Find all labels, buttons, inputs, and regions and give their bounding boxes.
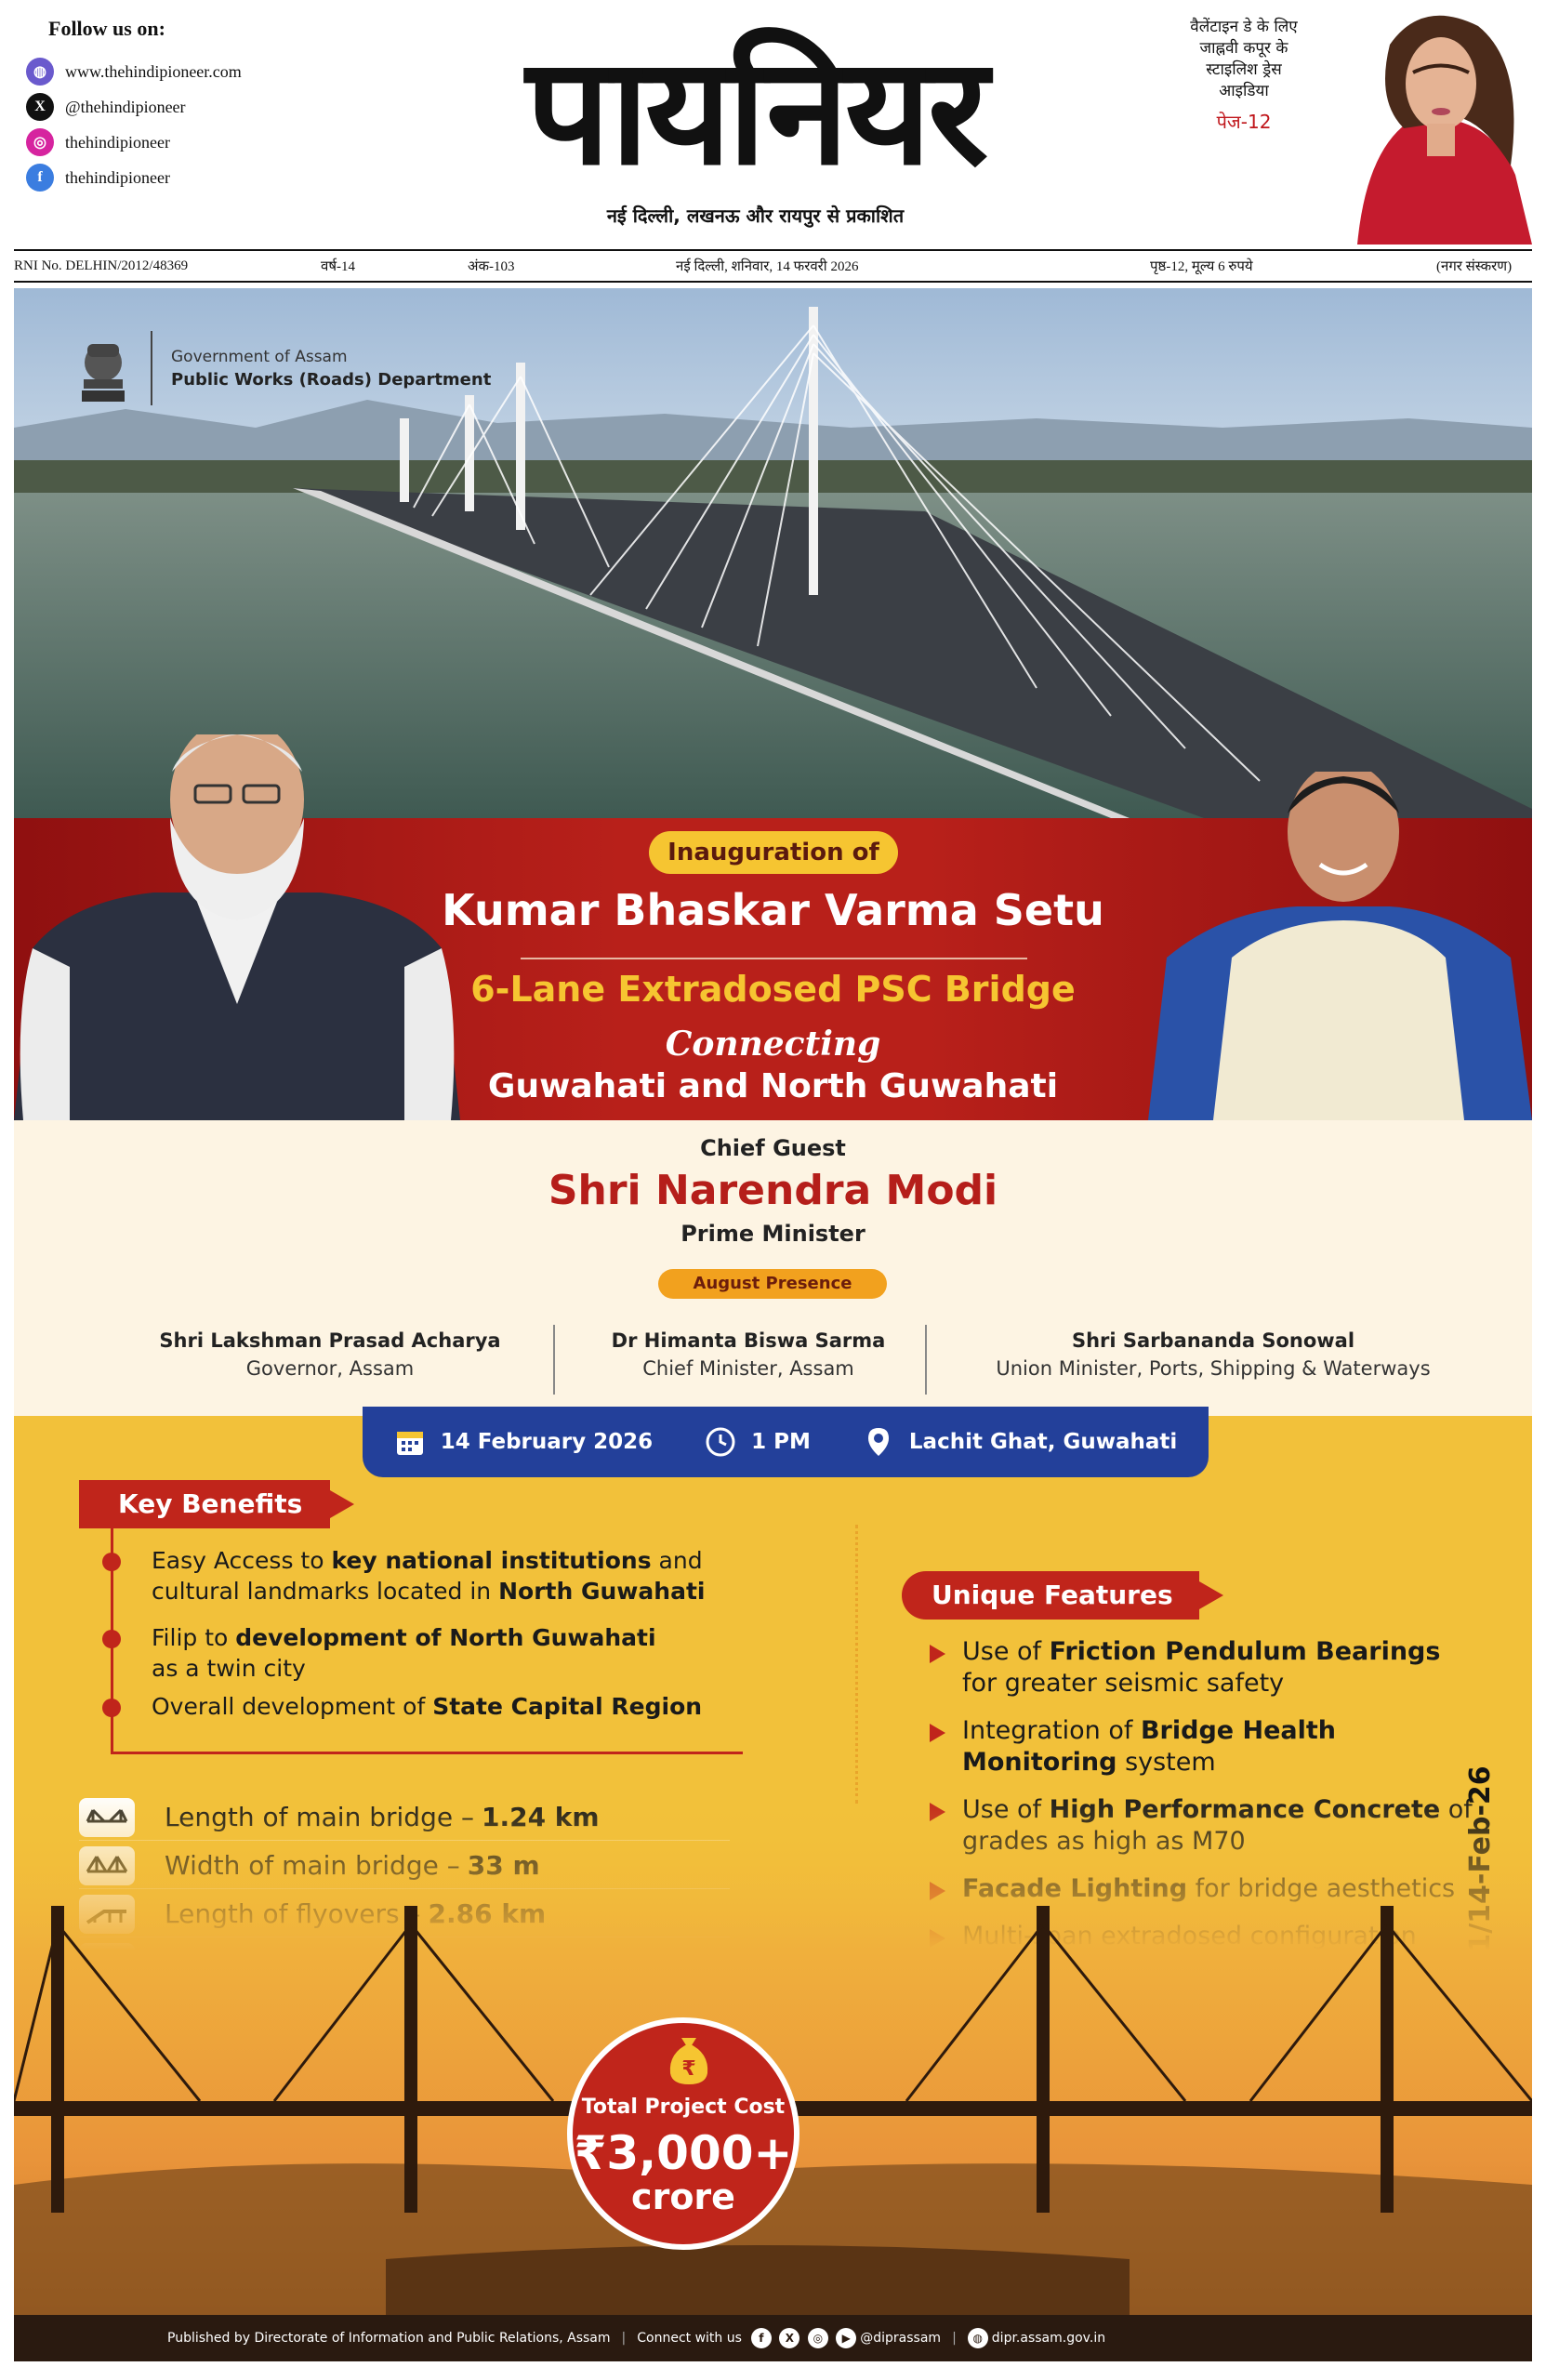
instagram-icon: ◎ xyxy=(26,128,54,156)
dignitary-union-minister xyxy=(953,1329,1473,1380)
x-icon: X xyxy=(26,93,54,121)
heading-arrow-icon xyxy=(1199,1581,1223,1609)
chief-guest-label: Chief Guest xyxy=(700,1135,846,1161)
promo-page: पेज-12 xyxy=(1216,111,1272,133)
column-divider xyxy=(855,1525,858,1804)
promo-text: वैलेंटाइन डे के लिए जाह्नवी कपूर के स्टाइलिश ड्रेस आइडिया xyxy=(1190,18,1298,100)
social-x-text: @thehindipioneer xyxy=(65,97,186,116)
social-instagram-text: thehindipioneer xyxy=(65,132,170,152)
published-cities-line: नई दिल्ली, लखनऊ और रायपुर से प्रकाशित xyxy=(606,205,905,227)
follow-title: Follow us on: xyxy=(48,17,165,40)
pages-price: पृष्ठ-12, मूल्य 6 रुपये xyxy=(1150,259,1253,274)
feature-item: Integration of Bridge Health Monitoring system xyxy=(962,1716,1336,1777)
ad-footer: Published by Directorate of Information and Public Relations, Assam | Connect with us f X ◎ ▶ @diprassam | ◍ dipr.assam.gov.in xyxy=(14,2315,1532,2361)
title-rule xyxy=(521,958,1027,959)
bridge-subtitle: 6-Lane Extradosed PSC Bridge xyxy=(470,969,1076,1010)
dignitary-role: Union Minister, Ports, Shipping & Waterways xyxy=(996,1357,1431,1380)
guests-section xyxy=(14,1120,1532,1416)
dignitary-name: Shri Lakshman Prasad Acharya xyxy=(159,1329,501,1352)
social-website-text: www.thehindipioneer.com xyxy=(65,61,242,81)
event-time xyxy=(705,1426,811,1458)
inauguration-pill: Inauguration of xyxy=(649,831,898,874)
feature-item: Use of Friction Pendulum Bearings for greater seismic safety xyxy=(962,1637,1441,1698)
event-date xyxy=(394,1426,653,1458)
total-project-cost-badge xyxy=(567,2017,799,2250)
chief-minister-photo xyxy=(1148,772,1532,1120)
benefit-item: Easy Access to key national institutions and cultural landmarks located in North Guwahati xyxy=(152,1547,706,1605)
event-venue xyxy=(863,1426,1177,1458)
dateline-bar xyxy=(14,249,1532,283)
location-pin-icon xyxy=(863,1426,894,1458)
globe-icon: ◍ xyxy=(968,2328,988,2348)
govt-assam-header xyxy=(74,325,491,411)
social-x[interactable] xyxy=(26,89,305,125)
rni-number: RNI No. DELHIN/2012/48369 xyxy=(14,258,189,273)
unique-features-heading: Unique Features xyxy=(902,1571,1199,1620)
event-venue-text: Lachit Ghat, Guwahati xyxy=(908,1430,1178,1454)
dateline: नई दिल्ली, शनिवार, 14 फरवरी 2026 xyxy=(676,259,859,274)
dignitary-name: Dr Himanta Biswa Sarma xyxy=(611,1329,886,1352)
edition: (नगर संस्करण) xyxy=(1436,259,1513,274)
facebook-icon[interactable]: f xyxy=(751,2328,772,2348)
globe-icon: ◍ xyxy=(26,58,54,86)
volume-year: वर्ष-14 xyxy=(321,259,356,274)
dignitary-divider xyxy=(925,1325,927,1395)
heading-arrow-icon xyxy=(330,1490,354,1518)
government-advertisement xyxy=(14,288,1532,2361)
facebook-icon: f xyxy=(26,164,54,192)
dignitary-chief-minister xyxy=(572,1329,925,1380)
benefit-item: Overall development of State Capital Region xyxy=(152,1693,703,1720)
footer-handle[interactable]: @diprassam xyxy=(860,2331,942,2346)
benefit-item: Filip to development of North Guwahati as a twin city xyxy=(152,1624,656,1682)
key-benefits-heading: Key Benefits xyxy=(79,1480,330,1528)
chief-guest-name: Shri Narendra Modi xyxy=(548,1167,998,1214)
newspaper-logo: पायनियर xyxy=(525,24,985,198)
connecting-label: Connecting xyxy=(665,1025,881,1064)
chief-guest-role: Prime Minister xyxy=(681,1221,865,1247)
event-details-bar xyxy=(363,1407,1209,1477)
youtube-icon[interactable]: ▶ xyxy=(836,2328,856,2348)
issue-number: अंक-103 xyxy=(468,259,515,274)
social-facebook[interactable] xyxy=(26,160,305,195)
bullet-arrow-icon xyxy=(930,1724,945,1742)
dignitary-role: Governor, Assam xyxy=(245,1357,415,1380)
bullet-dot xyxy=(102,1553,121,1571)
promo-teaser[interactable] xyxy=(1179,17,1309,133)
instagram-icon[interactable]: ◎ xyxy=(808,2328,828,2348)
event-time-text: 1 PM xyxy=(751,1430,811,1454)
calendar-icon xyxy=(394,1426,426,1458)
department-line: Public Works (Roads) Department xyxy=(171,369,492,390)
national-emblem-icon xyxy=(74,325,132,411)
bullet-dot xyxy=(102,1699,121,1717)
header-divider xyxy=(151,331,152,405)
cost-unit: crore xyxy=(631,2176,735,2217)
connect-label: Connect with us xyxy=(637,2331,742,2346)
money-bag-icon xyxy=(661,2032,717,2088)
benefits-underline xyxy=(111,1752,743,1754)
event-date-text: 14 February 2026 xyxy=(440,1430,654,1454)
x-icon[interactable]: X xyxy=(779,2328,799,2348)
dignitary-divider xyxy=(553,1325,555,1395)
social-website[interactable] xyxy=(26,54,305,89)
sunset-bridge-photo xyxy=(14,1794,1532,2315)
cost-value: ₹3,000+ xyxy=(574,2126,793,2180)
footer-social-icons xyxy=(751,2328,860,2348)
bullet-dot xyxy=(102,1630,121,1648)
dignitary-role: Chief Minister, Assam xyxy=(642,1357,854,1380)
social-instagram[interactable] xyxy=(26,125,305,160)
bridge-title: Kumar Bhaskar Varma Setu xyxy=(442,885,1104,935)
connected-cities: Guwahati and North Guwahati xyxy=(487,1067,1059,1105)
dignitary-governor xyxy=(98,1329,562,1380)
clock-icon xyxy=(705,1426,736,1458)
august-presence-pill: August Presence xyxy=(658,1269,887,1299)
footer-website[interactable]: dipr.assam.gov.in xyxy=(991,2331,1106,2346)
svg-text:₹: ₹ xyxy=(681,2057,696,2081)
cost-label: Total Project Cost xyxy=(581,2096,786,2119)
social-facebook-text: thehindipioneer xyxy=(65,167,170,187)
follow-us-panel xyxy=(26,17,305,195)
bullet-arrow-icon xyxy=(930,1645,945,1663)
govt-line: Government of Assam xyxy=(171,347,348,366)
prime-minister-photo xyxy=(14,734,460,1120)
promo-photo[interactable] xyxy=(1302,7,1532,245)
dignitary-name: Shri Sarbananda Sonowal xyxy=(1071,1329,1355,1352)
published-by: Published by Directorate of Information and Public Relations, Assam xyxy=(167,2331,611,2346)
